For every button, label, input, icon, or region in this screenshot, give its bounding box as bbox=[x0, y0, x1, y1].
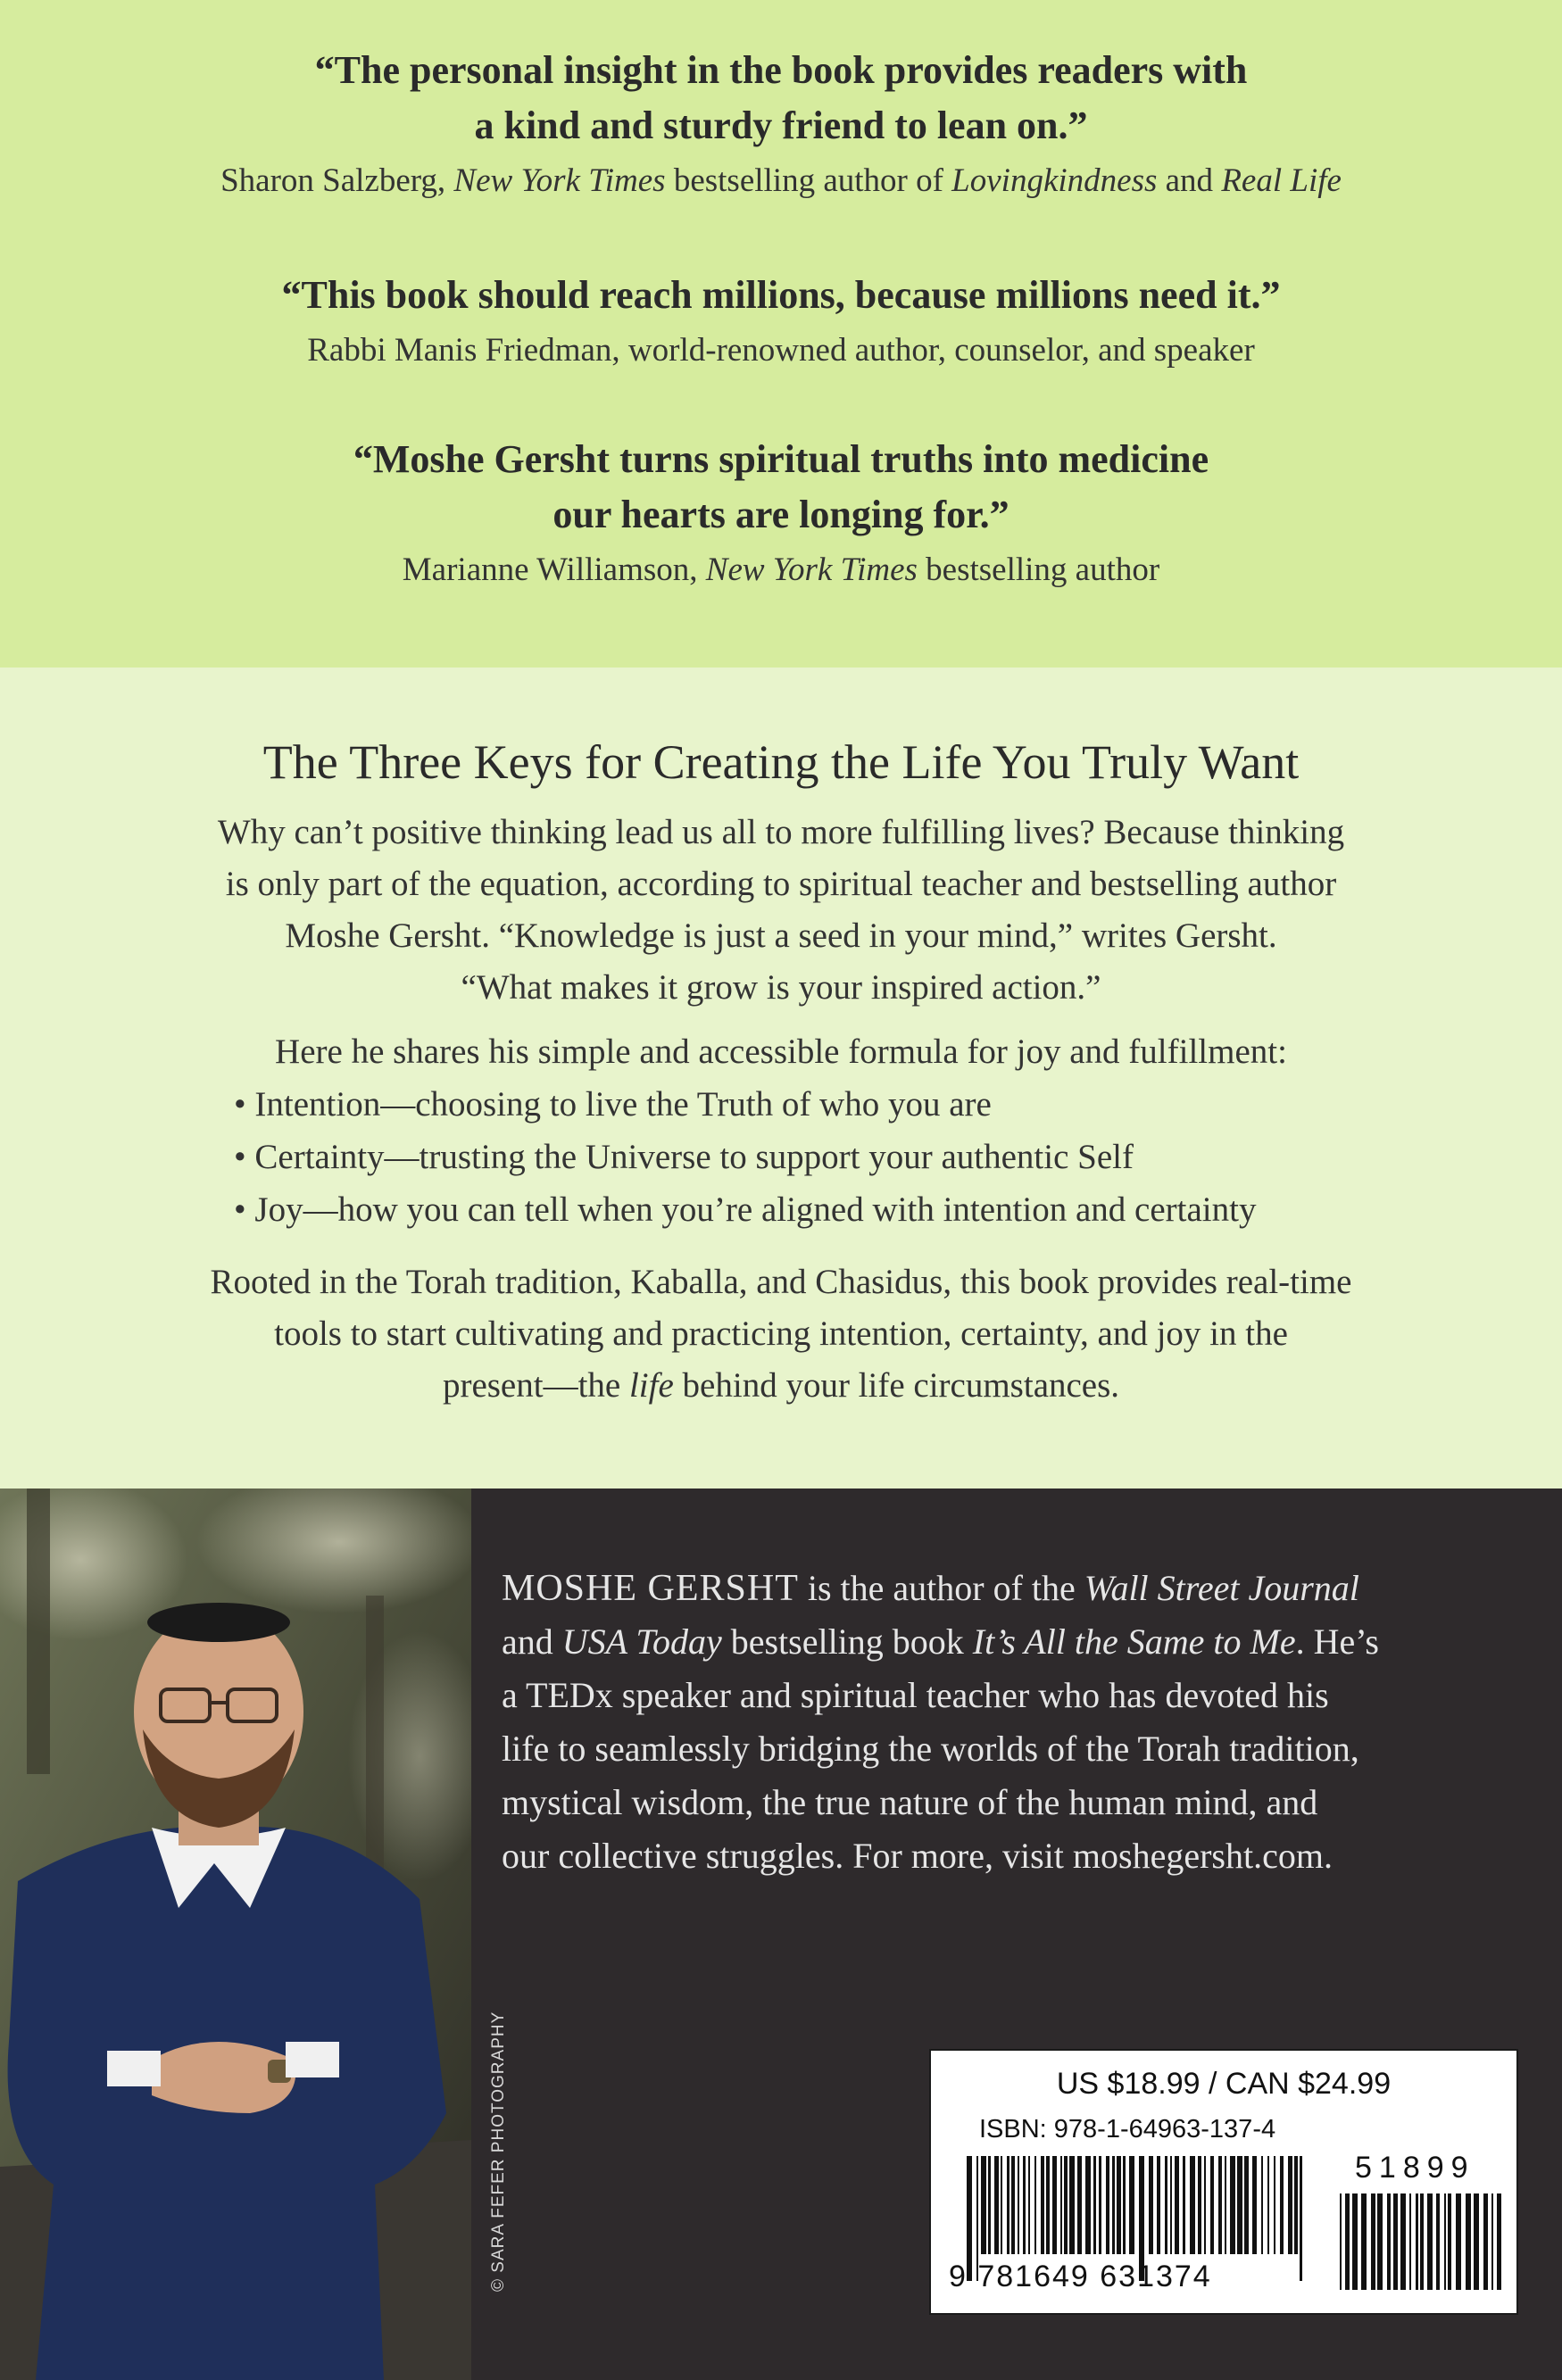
barcode-bar bbox=[1340, 2193, 1342, 2290]
barcode-bar bbox=[1448, 2193, 1451, 2290]
praise-quote-1 bbox=[54, 43, 1508, 203]
barcode-bar bbox=[1046, 2156, 1050, 2254]
barcode-box bbox=[929, 2049, 1518, 2315]
barcode-bar bbox=[1444, 2193, 1446, 2290]
list-item: • Intention—choosing to live the Truth of who you are bbox=[234, 1078, 1483, 1131]
barcode-bar bbox=[1377, 2193, 1383, 2290]
description-title: The Three Keys for Creating the Life You Truly Want bbox=[262, 735, 1300, 789]
barcode-bar bbox=[1157, 2156, 1160, 2254]
list-item: • Joy—how you can tell when you’re aligned with intention and certainty bbox=[234, 1183, 1483, 1236]
barcode-bar bbox=[1001, 2156, 1002, 2254]
addon-barcode-bars bbox=[1340, 2193, 1501, 2290]
quote-attribution: Rabbi Manis Friedman, world-renowned author, counselor, and speaker bbox=[307, 332, 1255, 369]
praise-quote-2 bbox=[54, 268, 1508, 373]
barcode-bar bbox=[1149, 2156, 1153, 2254]
author-name: MOSHE GERSHT bbox=[502, 1568, 799, 1609]
quote-text: “The personal insight in the book provides readers with a kind and sturdy friend to lean on.” bbox=[314, 48, 1248, 147]
barcode-bar bbox=[1237, 2156, 1242, 2254]
barcode-bar bbox=[1466, 2193, 1471, 2290]
barcode-bar bbox=[1393, 2193, 1398, 2290]
barcode-bar bbox=[988, 2156, 991, 2254]
barcode-bar bbox=[1252, 2156, 1257, 2254]
barcode-bar bbox=[1028, 2156, 1030, 2254]
barcode-bar bbox=[1069, 2156, 1075, 2254]
quote-attribution: Sharon Salzberg, New York Times bestselling author of Lovingkindness and Real Life bbox=[220, 162, 1342, 199]
barcode-bar bbox=[1280, 2156, 1284, 2254]
key-list bbox=[234, 1078, 1483, 1236]
barcode-bar bbox=[1267, 2156, 1269, 2254]
barcode-bar bbox=[1288, 2156, 1292, 2254]
author-bio: MOSHE GERSHT is the author of the Wall Street Journal and USA Today bestselling book It’s All the Same to Me. He’s a TEDx speaker and spiritual teacher who has devoted his life to seamlessly bridging the worlds of the Torah tradition, mystical wisdom, the true nature of the human mind, and our collective struggles. For more, visit moshegersht.com. bbox=[502, 1568, 1379, 1876]
barcode-bar bbox=[1491, 2193, 1493, 2290]
barcode-bar bbox=[1129, 2156, 1134, 2254]
barcode-bar bbox=[1112, 2156, 1115, 2254]
addon-number: 51899 bbox=[1355, 2151, 1475, 2185]
barcode-bar bbox=[1165, 2156, 1167, 2254]
barcode-bar bbox=[1018, 2156, 1019, 2254]
barcode-bar bbox=[981, 2156, 986, 2254]
quote-text: “This book should reach millions, because millions need it.” bbox=[281, 273, 1281, 317]
barcode-bar bbox=[1023, 2156, 1026, 2254]
barcode-bar bbox=[1085, 2156, 1091, 2254]
author-photo bbox=[0, 1489, 471, 2380]
barcode-bar bbox=[1198, 2156, 1201, 2254]
barcode-bar bbox=[1190, 2156, 1195, 2254]
barcode-bar bbox=[1416, 2193, 1418, 2290]
barcode-bar bbox=[1345, 2193, 1350, 2290]
barcode-bar bbox=[1170, 2156, 1172, 2254]
barcode-bar bbox=[1387, 2193, 1391, 2290]
barcode-bar bbox=[994, 2156, 999, 2254]
barcode-bar bbox=[1123, 2156, 1126, 2254]
barcode-bar bbox=[1371, 2193, 1375, 2290]
barcode-bar bbox=[1064, 2156, 1068, 2254]
barcode-bar bbox=[1052, 2156, 1057, 2254]
barcode-bar bbox=[1420, 2193, 1424, 2290]
barcode-bar bbox=[1041, 2156, 1044, 2254]
barcode-bar bbox=[1294, 2156, 1298, 2254]
barcode-bar bbox=[1011, 2156, 1015, 2254]
description-paragraph-2: Here he shares his simple and accessible formula for joy and fulfillment: bbox=[275, 1032, 1287, 1071]
barcode-bar bbox=[1497, 2193, 1501, 2290]
barcode-bar bbox=[1218, 2156, 1222, 2254]
barcode-bar bbox=[1117, 2156, 1121, 2254]
isbn-label: ISBN: 978-1-64963-137-4 bbox=[979, 2115, 1276, 2144]
quote-attribution: Marianne Williamson, New York Times bestselling author bbox=[402, 551, 1160, 588]
quote-text: “Moshe Gersht turns spiritual truths into medicine our hearts are longing for.” bbox=[353, 437, 1209, 536]
barcode-bar bbox=[1210, 2156, 1214, 2254]
barcode-bar bbox=[1007, 2156, 1009, 2254]
barcode-bar bbox=[1183, 2156, 1185, 2254]
praise-quote-3 bbox=[54, 432, 1508, 593]
barcode-digits: 9 781649 631374 bbox=[949, 2260, 1212, 2293]
barcode-bar bbox=[1261, 2156, 1263, 2254]
barcode-bar bbox=[1436, 2193, 1440, 2290]
barcode-bar bbox=[1077, 2156, 1082, 2254]
barcode-bar bbox=[1300, 2156, 1302, 2281]
barcode-bar bbox=[1230, 2156, 1235, 2254]
barcode-bar bbox=[1093, 2156, 1096, 2254]
barcode-bar bbox=[1274, 2156, 1275, 2254]
barcode-bar bbox=[1352, 2193, 1358, 2290]
barcode-bar bbox=[1474, 2193, 1479, 2290]
barcode-bar bbox=[1400, 2193, 1406, 2290]
barcode-bar bbox=[1106, 2156, 1109, 2254]
barcode-bar bbox=[1225, 2156, 1226, 2254]
author-portrait-image bbox=[0, 1489, 471, 2380]
description-paragraph-1: Why can’t positive thinking lead us all to more fulfilling lives? Because thinking is only part of the equation, according to spiritual teacher and bestselling author Moshe Gersht. “Knowledge is just a seed in your mind,” writes Gersht. “What makes it grow is your inspired action.” bbox=[217, 813, 1345, 1007]
barcode-bar bbox=[1361, 2193, 1367, 2290]
barcode-bar bbox=[1427, 2193, 1433, 2290]
barcode-bar bbox=[1034, 2156, 1036, 2254]
barcode-bar bbox=[1483, 2193, 1488, 2290]
barcode-bar bbox=[1175, 2156, 1179, 2254]
barcode-bar bbox=[1204, 2156, 1206, 2254]
photo-credit: © SARA FEFER PHOTOGRAPHY bbox=[489, 2011, 508, 2292]
list-item: • Certainty—trusting the Universe to support your authentic Self bbox=[234, 1131, 1483, 1183]
barcode-bar bbox=[1456, 2193, 1461, 2290]
description-paragraph-3: Rooted in the Torah tradition, Kaballa, and Chasidus, this book provides real-time tools to start cultivating and practicing intention, certainty, and joy in the present—the life behind your life circumstances. bbox=[210, 1263, 1352, 1405]
barcode-bar bbox=[1060, 2156, 1062, 2254]
barcode-bar bbox=[1409, 2193, 1411, 2290]
barcode-bar bbox=[1099, 2156, 1101, 2254]
barcode-bar bbox=[1244, 2156, 1249, 2254]
price-label: US $18.99 / CAN $24.99 bbox=[1056, 2067, 1392, 2101]
